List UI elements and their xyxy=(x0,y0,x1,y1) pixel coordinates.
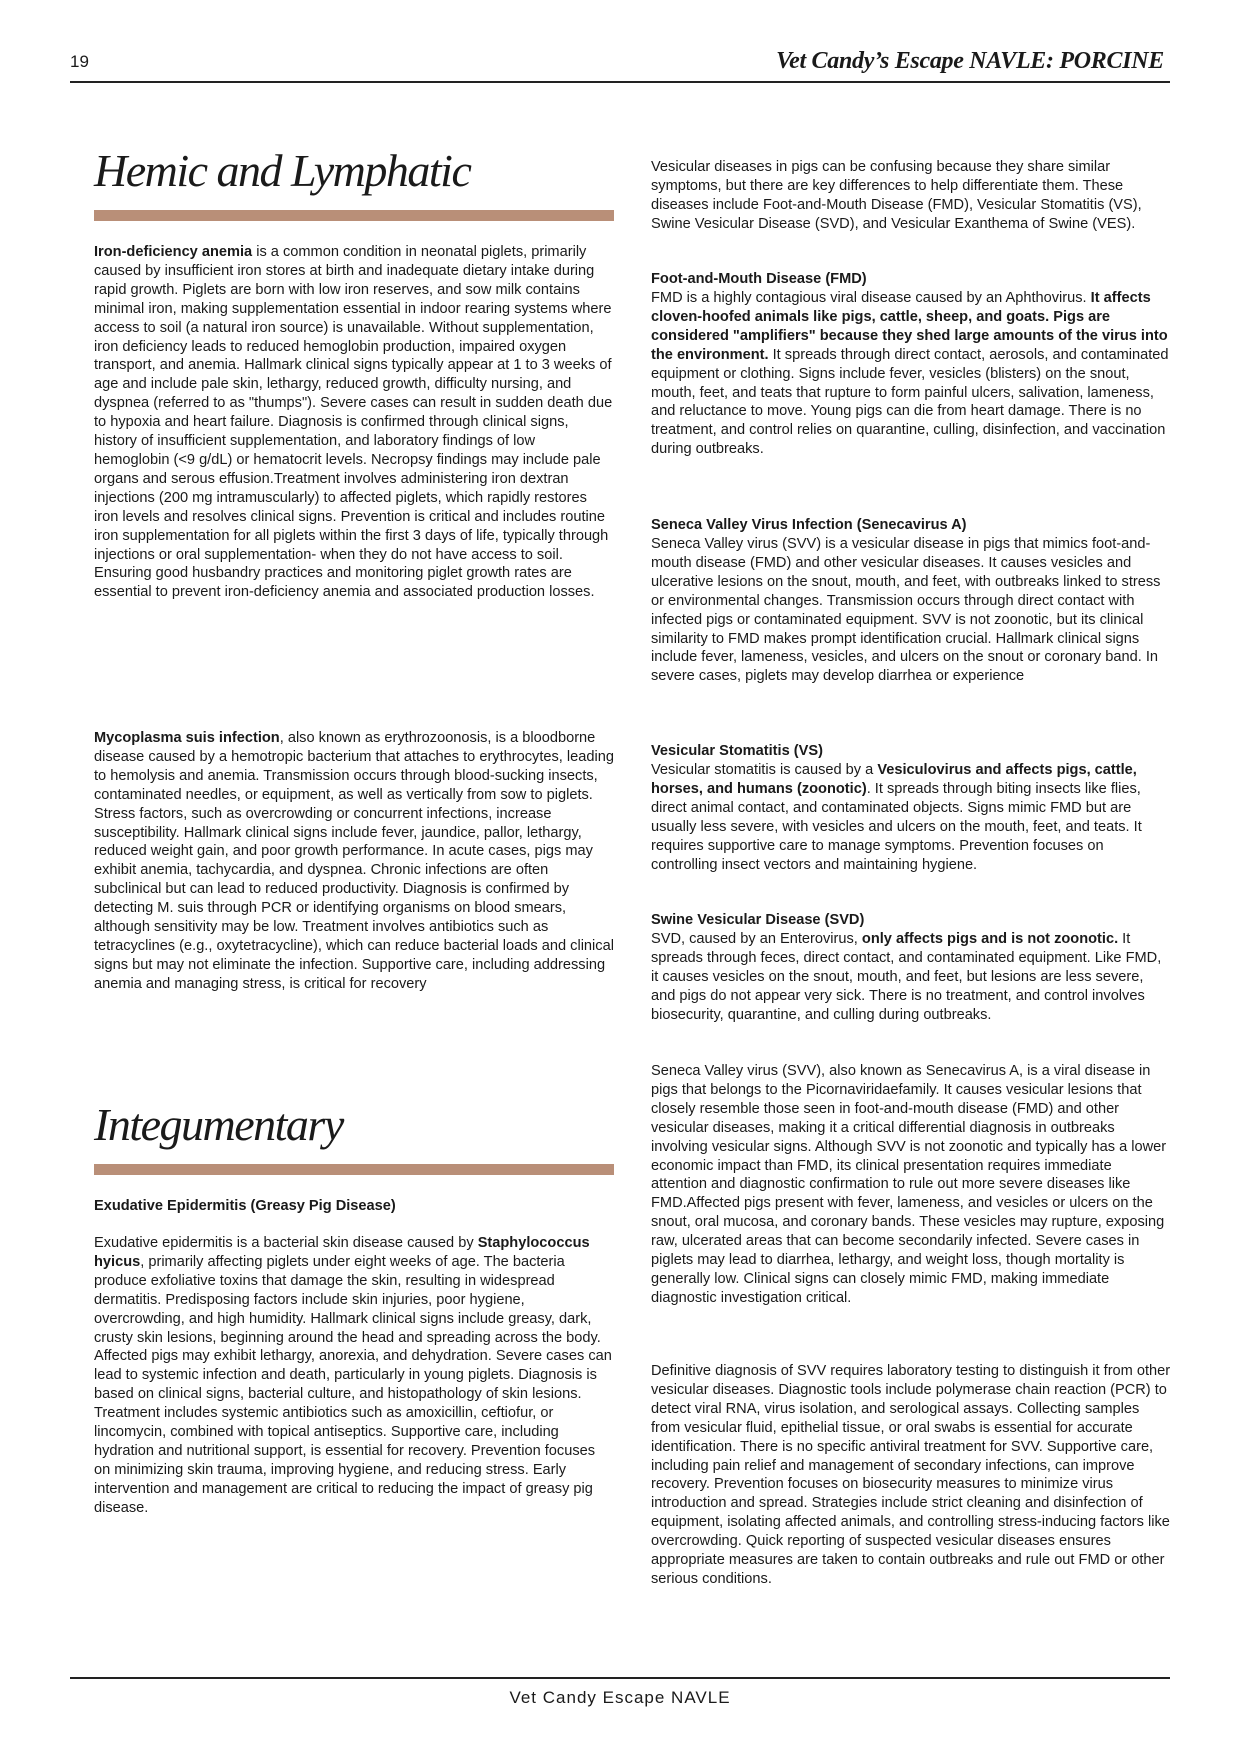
subheading-svd: Swine Vesicular Disease (SVD) xyxy=(651,912,865,928)
paragraph-svv-diagnosis: Definitive diagnosis of SVV requires laboratory testing to distinguish it from other vesicular diseases. Diagnostic tools include polymerase chain reaction (PCR) to detect viral RNA, virus isolation, and serological assays. Collecting samples from vesicular fluid, epithelial tissue, or oral swabs is essential for accurate identification. There is no specific antiviral treatment for SVV. Supportive care, including pain relief and management of secondary infections, can improve recovery. Prevention focuses on biosecurity measures to minimize virus introduction and spread. Strategies include strict cleaning and disinfection of equipment, isolating affected animals, and controlling stress-inducing factors like overcrowding. Quick reporting of suspected vesicular diseases ensures appropriate measures are taken to contain outbreaks and rule out FMD or other serious conditions. xyxy=(651,1363,1171,1587)
bold-fmd: It affects cloven-hoofed animals like pigs, cattle, sheep, and goats. Pigs are considered "amplifiers" because they shed large amounts of the virus into the environment. xyxy=(651,290,1168,363)
subheading-vs: Vesicular Stomatitis (VS) xyxy=(651,743,823,759)
paragraph-exudative-epidermitis xyxy=(94,1234,614,1518)
bold-vs: Vesiculovirus and affects pigs, cattle, horses, and humans (zoonotic) xyxy=(651,762,1137,797)
paragraph-svd xyxy=(651,930,1171,1025)
text-mycoplasma: , also known as erythrozoonosis, is a bloodborne disease caused by a hemotropic bacterium that attaches to erythrocytes, leading to hemolysis and anemia. Transmission occurs through blood-sucking insects, contaminated needles, or equipment, as well as vertically from sow to piglets. Stress factors, such as overcrowding or concurrent infections, increase susceptibility. Hallmark clinical signs include fever, jaundice, pallor, lethargy, reduced weight gain, and poor growth performance. In acute cases, pigs may exhibit anemia, tachycardia, and dyspnea. Chronic infections are often subclinical but can lead to reduced productivity. Diagnosis is confirmed by detecting M. suis through PCR or identifying organisms on blood smears, although sensitivity may be low. Treatment involves antibiotics such as tetracyclines (e.g., oxytetracycline), which can reduce bacterial loads and clinical signs but may not eliminate the infection. Supportive care, including addressing anemia and managing stress, is critical for recovery xyxy=(94,730,614,992)
subheading-exudative-epidermitis: Exudative Epidermitis (Greasy Pig Disease) xyxy=(94,1198,396,1214)
text-svd-2: It spreads through feces, direct contact, and contaminated equipment. Like FMD, it causes vesicles on the snout, mouth, and feet, but lesions are less severe, and pigs do not appear very sick. There is no treatment, and control involves biosecurity, quarantine, and culling during outbreaks. xyxy=(651,931,1162,1023)
section-title-integumentary: Integumentary xyxy=(94,1099,343,1150)
paragraph-vs xyxy=(651,761,1171,874)
paragraph-svv: Seneca Valley virus (SVV) is a vesicular disease in pigs that mimics foot-and-mouth disease (FMD) and other vesicular diseases. It causes vesicles and ulcerative lesions on the snout, mouth, and feet, with outbreaks linked to stress or environmental changes. Transmission occurs through direct contact with infected pigs or contaminated equipment. SVV is not zoonotic, but its clinical similarity to FMD makes prompt identification crucial. Hallmark clinical signs include fever, lameness, vesicles, and ulcers on the snout or coronary band. In severe cases, piglets may develop diarrhea or experience xyxy=(651,536,1161,685)
text-fmd-1: FMD is a highly contagious viral disease caused by an Aphthovirus. xyxy=(651,290,1091,306)
header-rule xyxy=(70,81,1170,83)
paragraph-mycoplasma xyxy=(94,729,614,994)
subheading-svv: Seneca Valley Virus Infection (Senecavirus A) xyxy=(651,517,967,533)
paragraph-iron-deficiency xyxy=(94,243,614,602)
footer-rule xyxy=(70,1677,1170,1679)
text-ee-after: , primarily affecting piglets under eight weeks of age. The bacteria produce exfoliative toxins that damage the skin, resulting in widespread dermatitis. Predisposing factors include skin injuries, poor hygiene, overcrowding, and high humidity. Hallmark clinical signs include greasy, dark, crusty skin lesions, beginning around the head and spreading across the body. Affected pigs may exhibit lethargy, anorexia, and dehydration. Severe cases can lead to systemic infection and death, particularly in young piglets. Diagnosis is based on clinical signs, bacterial culture, and histopathology of skin lesions. Treatment includes systemic antibiotics such as amoxicillin, ceftiofur, or lincomycin, combined with topical antiseptics. Supportive care, including hydration and nutritional support, is essential for recovery. Prevention focuses on minimizing skin trauma, improving hygiene, and reducing stress. Early intervention and management are critical to reducing the impact of greasy pig disease. xyxy=(94,1253,612,1516)
text-svd-1: SVD, caused by an Enterovirus, xyxy=(651,931,862,947)
bold-svd: only affects pigs and is not zoonotic. xyxy=(861,931,1119,947)
term-staphylococcus: Staphylococcus hyicus xyxy=(94,1235,590,1270)
page-number: 19 xyxy=(70,52,89,71)
text-fmd-2: It spreads through direct contact, aerosols, and contaminated equipment or clothing. Signs include fever, vesicles (blisters) on the snout, mouth, feet, and teats that rupture to form painful ulcers, salivation, lameness, and reluctance to move. Young pigs can die from heart damage. There is no treatment, and control relies on quarantine, culling, disinfection, and vaccination during outbreaks. xyxy=(651,346,1169,458)
running-title: Vet Candy’s Escape NAVLE: PORCINE xyxy=(776,48,1164,74)
text-ee-before: Exudative epidermitis is a bacterial skin disease caused by xyxy=(94,1235,478,1251)
section-title-hemic: Hemic and Lymphatic xyxy=(94,145,471,196)
title-bar-integumentary xyxy=(94,1164,614,1175)
text-vs-2: . It spreads through biting insects like flies, direct animal contact, and contaminated objects. Signs mimic FMD but are usually less severe, with vesicles and ulcers on the mouth, feet, and teats. It requires supportive care to manage symptoms. Prevention focuses on controlling insect vectors and maintaining hygiene. xyxy=(651,780,1142,873)
term-mycoplasma: Mycoplasma suis infection xyxy=(94,730,280,746)
term-iron-deficiency: Iron-deficiency anemia xyxy=(94,244,253,260)
paragraph-svv-overview: Seneca Valley virus (SVV), also known as Senecavirus A, is a viral disease in pigs that belongs to the Picornaviridaefamily. It causes vesicular lesions that closely resemble those seen in foot-and-mouth disease (FMD) and other vesicular diseases, making it a critical differential diagnosis in outbreaks involving vesicular signs. Although SVV is not zoonotic and typically has a lower economic impact than FMD, its clinical presentation requires immediate attention and diagnostic confirmation to rule out more severe diseases like FMD.Affected pigs present with fever, lameness, and vesicles or ulcers on the snout, oral mucosa, and coronary bands. These vesicles may rupture, exposing raw, ulcerated areas that can become secondarily infected. Severe cases in piglets may lead to diarrhea, lethargy, and weight loss, though mortality is generally low. Clinical signs can closely mimic FMD, making immediate diagnostic investigation critical. xyxy=(651,1063,1167,1306)
paragraph-vesicular-intro: Vesicular diseases in pigs can be confusing because they share similar symptoms, but there are key differences to help differentiate them. These diseases include Foot-and-Mouth Disease (FMD), Vesicular Stomatitis (VS), Swine Vesicular Disease (SVD), and Vesicular Exanthema of Swine (VES). xyxy=(651,159,1142,232)
text-vs-1: Vesicular stomatitis is caused by a xyxy=(651,762,878,778)
title-bar-hemic xyxy=(94,210,614,221)
footer-text: Vet Candy Escape NAVLE xyxy=(509,1688,731,1707)
text-iron-deficiency: is a common condition in neonatal piglets, primarily caused by insufficient iron stores at birth and inadequate dietary intake during rapid growth. Piglets are born with low iron reserves, and sow milk contains minimal iron, making supplementation essential in indoor rearing systems where access to soil (a natural iron source) is unavailable. Without supplementation, iron deficiency leads to reduced hemoglobin production, impaired oxygen transport, and anemia. Hallmark clinical signs typically appear at 1 to 3 weeks of age and include pale skin, lethargy, reduced growth, difficulty nursing, and dyspnea (referred to as "thumps"). Severe cases can result in sudden death due to hypoxia and heart failure. Diagnosis is confirmed through clinical signs, history of insufficient supplementation, and laboratory findings of low hemoglobin (<9 g/dL) or hematocrit levels. Necropsy findings may include pale organs and serous effusion.Treatment involves administering iron dextran injections (200 mg intramuscularly) to affected piglets, which rapidly restores iron levels and resolves clinical signs. Prevention is critical and includes routine iron supplementation for all piglets within the first 3 days of life, typically through injections or oral supplementation- when they do not have access to soil. Ensuring good husbandry practices and monitoring piglet growth rates are essential to prevent iron-deficiency anemia and associated production losses. xyxy=(94,244,613,601)
subheading-fmd: Foot-and-Mouth Disease (FMD) xyxy=(651,271,867,287)
paragraph-fmd xyxy=(651,289,1171,459)
